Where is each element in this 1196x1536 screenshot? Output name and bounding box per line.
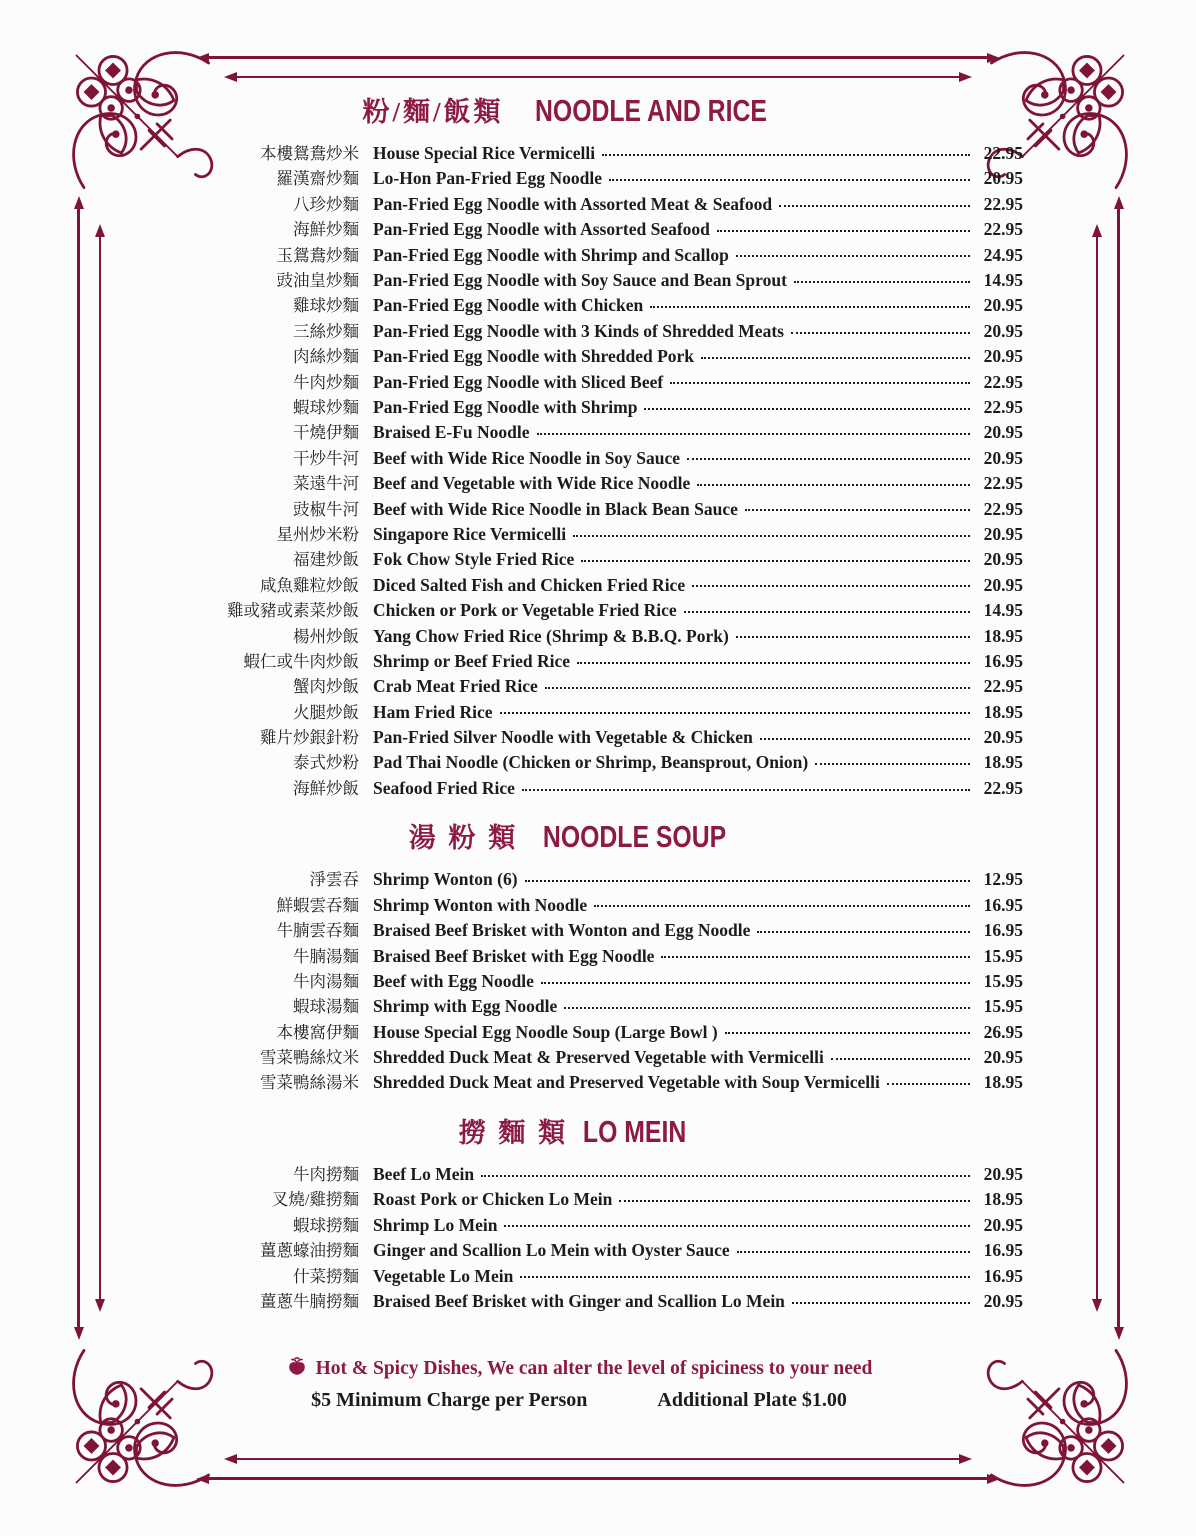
item-name-chinese: 咸魚雞粒炒飯 <box>260 575 359 595</box>
section-items <box>135 1161 1023 1313</box>
item-name-english: House Special Rice Vermicelli <box>373 143 596 164</box>
menu-item-row <box>135 968 1023 993</box>
dot-leader <box>815 763 970 765</box>
dot-leader <box>661 956 970 958</box>
item-name-chinese: 雞或豬或素菜炒飯 <box>227 601 359 621</box>
item-price: 18.95 <box>983 625 1023 646</box>
dot-leader <box>644 408 970 410</box>
item-name-chinese: 鮮蝦雲吞麵 <box>276 895 359 915</box>
dot-leader <box>737 1251 970 1253</box>
item-price: 22.95 <box>983 777 1023 798</box>
item-name-english: Seafood Fried Rice <box>373 777 515 798</box>
item-name-chinese: 蝦球湯麵 <box>293 997 359 1017</box>
dot-leader <box>577 662 970 664</box>
dot-leader <box>684 611 970 613</box>
item-price: 14.95 <box>983 270 1023 291</box>
item-name-chinese: 肉絲炒麵 <box>293 347 359 367</box>
item-price: 16.95 <box>983 894 1023 915</box>
item-name-english: Pan-Fried Egg Noodle with Chicken <box>373 295 644 316</box>
menu-item-row <box>135 866 1023 891</box>
spicy-note-line <box>135 1356 1023 1380</box>
section-title-chinese: 粉/麵/飯類 <box>362 97 504 127</box>
border-line-top-inner <box>236 76 960 78</box>
item-price: 20.95 <box>983 1290 1023 1311</box>
border-line-right-inner <box>1096 236 1098 1300</box>
item-name-english: Shredded Duck Meat & Preserved Vegetable with Vermicelli <box>373 1047 824 1068</box>
item-name-english: Pan-Fried Silver Noodle with Vegetable & Chicken <box>373 727 753 748</box>
item-price: 15.95 <box>983 970 1023 991</box>
dot-leader <box>670 382 970 384</box>
section-heading <box>135 1115 1023 1149</box>
dot-leader <box>701 357 970 359</box>
menu-item-row <box>135 597 1023 622</box>
menu-item-row <box>135 917 1023 942</box>
item-name-english: Shrimp Lo Mein <box>373 1214 498 1235</box>
menu-item-row <box>135 419 1023 444</box>
menu-item-row <box>135 292 1023 317</box>
dot-leader <box>522 789 970 791</box>
item-name-chinese: 叉燒/雞撈麵 <box>271 1190 359 1210</box>
item-name-chinese: 牛肉湯麵 <box>293 971 359 991</box>
menu-item-row <box>135 1288 1023 1313</box>
spicy-note-text: Hot & Spicy Dishes, We can alter the level of spiciness to your need <box>315 1358 873 1379</box>
item-price: 22.95 <box>983 193 1023 214</box>
item-name-english: Vegetable Lo Mein <box>373 1265 514 1286</box>
item-price: 26.95 <box>983 1021 1023 1042</box>
dot-leader <box>887 1083 970 1085</box>
menu-item-row <box>135 623 1023 648</box>
item-price: 16.95 <box>983 1265 1023 1286</box>
minimum-charge-text: $5 Minimum Charge per Person <box>311 1389 588 1412</box>
item-name-english: Pad Thai Noodle (Chicken or Shrimp, Beansprout, Onion) <box>373 752 809 773</box>
item-name-english: Pan-Fried Egg Noodle with Shredded Pork <box>373 346 695 367</box>
item-name-chinese: 三絲炒麵 <box>293 321 359 341</box>
border-line-bottom-inner <box>236 1458 960 1460</box>
dot-leader <box>792 1302 970 1304</box>
item-price: 18.95 <box>983 752 1023 773</box>
item-price: 20.95 <box>983 295 1023 316</box>
dot-leader <box>564 1007 970 1009</box>
menu-section-lo-mein <box>135 1115 1023 1313</box>
dot-leader <box>581 560 970 562</box>
item-name-english: Chicken or Pork or Vegetable Fried Rice <box>373 600 677 621</box>
item-price: 20.95 <box>983 549 1023 570</box>
dot-leader <box>692 585 970 587</box>
item-price: 12.95 <box>983 869 1023 890</box>
item-price: 14.95 <box>983 600 1023 621</box>
item-name-chinese: 楊州炒飯 <box>293 626 359 646</box>
dot-leader <box>594 905 970 907</box>
item-price: 20.95 <box>983 1163 1023 1184</box>
item-name-english: Beef with Wide Rice Noodle in Black Bean Sauce <box>373 498 738 519</box>
item-price: 22.95 <box>983 473 1023 494</box>
item-price: 20.95 <box>983 574 1023 595</box>
item-price: 18.95 <box>983 701 1023 722</box>
dot-leader <box>500 712 970 714</box>
item-price: 22.95 <box>983 371 1023 392</box>
section-items <box>135 140 1023 800</box>
item-name-chinese: 海鮮炒飯 <box>293 778 359 798</box>
item-price: 22.95 <box>983 219 1023 240</box>
item-name-english: Lo-Hon Pan-Fried Egg Noodle <box>373 168 602 189</box>
item-name-english: Pan-Fried Egg Noodle with Assorted Meat & Seafood <box>373 193 773 214</box>
chili-pepper-icon <box>286 1356 308 1378</box>
item-name-english: Crab Meat Fried Rice <box>373 676 538 697</box>
menu-item-row <box>135 724 1023 749</box>
item-name-chinese: 淨雲吞 <box>309 870 359 890</box>
item-price: 15.95 <box>983 996 1023 1017</box>
item-name-chinese: 雞片炒銀針粉 <box>260 728 359 748</box>
corner-flourish-icon <box>54 1327 232 1505</box>
item-name-chinese: 雪菜鴨絲湯米 <box>260 1073 359 1093</box>
border-line-right-outer <box>1117 208 1120 1328</box>
item-name-chinese: 火腿炒飯 <box>293 702 359 722</box>
item-name-english: Shrimp or Beef Fried Rice <box>373 650 570 671</box>
item-price: 20.95 <box>983 422 1023 443</box>
item-name-chinese: 豉椒牛河 <box>293 499 359 519</box>
section-title-english: NOODLE AND RICE <box>534 93 767 128</box>
item-name-english: Shrimp Wonton (6) <box>373 869 518 890</box>
item-name-english: Braised E-Fu Noodle <box>373 422 530 443</box>
menu-item-row <box>135 1186 1023 1211</box>
menu-item-row <box>135 470 1023 495</box>
item-name-english: Pan-Fried Egg Noodle with Shrimp <box>373 397 638 417</box>
item-name-english: Ham Fried Rice <box>373 701 493 722</box>
additional-plate-text: Additional Plate $1.00 <box>657 1389 847 1412</box>
item-name-chinese: 豉油皇炒麵 <box>276 271 359 291</box>
item-price: 20.95 <box>983 523 1023 544</box>
menu-item-row <box>135 394 1023 419</box>
dot-leader <box>687 458 970 460</box>
item-name-english: House Special Egg Noodle Soup (Large Bowl ) <box>373 1021 718 1042</box>
item-price: 18.95 <box>983 1189 1023 1210</box>
item-price: 22.95 <box>983 397 1023 417</box>
item-name-chinese: 干燒伊麵 <box>293 423 359 443</box>
dot-leader <box>525 880 970 882</box>
item-name-english: Singapore Rice Vermicelli <box>373 523 567 544</box>
menu-item-row <box>135 749 1023 774</box>
item-price: 16.95 <box>983 1240 1023 1261</box>
dot-leader <box>537 433 970 435</box>
menu-item-row <box>135 242 1023 267</box>
item-name-english: Fok Chow Style Fried Rice <box>373 549 575 570</box>
item-name-english: Pan-Fried Egg Noodle with Sliced Beef <box>373 371 664 392</box>
menu-item-row <box>135 892 1023 917</box>
item-price: 16.95 <box>983 920 1023 941</box>
item-price: 20.95 <box>983 346 1023 367</box>
item-name-chinese: 福建炒飯 <box>293 550 359 570</box>
item-name-chinese: 本樓鴛鴦炒米 <box>260 144 359 164</box>
dot-leader <box>717 230 970 232</box>
menu-item-row <box>135 993 1023 1018</box>
item-name-chinese: 雪菜鴨絲炆米 <box>260 1048 359 1068</box>
item-price: 22.95 <box>983 676 1023 697</box>
item-name-chinese: 薑蔥牛腩撈麵 <box>260 1291 359 1311</box>
item-name-english: Yang Chow Fried Rice (Shrimp & B.B.Q. Pork) <box>373 625 729 646</box>
menu-item-row <box>135 445 1023 470</box>
item-name-chinese: 牛肉炒麵 <box>293 372 359 392</box>
menu-item-row <box>135 546 1023 571</box>
item-name-chinese: 本樓窩伊麵 <box>276 1022 359 1042</box>
menu-item-row <box>135 140 1023 165</box>
item-price: 16.95 <box>983 650 1023 671</box>
menu-item-row <box>135 521 1023 546</box>
menu-item-row <box>135 572 1023 597</box>
menu-footer <box>135 1356 1023 1412</box>
menu-item-row <box>135 943 1023 968</box>
dot-leader <box>831 1058 970 1060</box>
dot-leader <box>779 205 970 207</box>
item-price: 22.95 <box>983 143 1023 164</box>
menu-item-row <box>135 699 1023 724</box>
section-title-chinese: 撈 麵 類 <box>458 1117 569 1148</box>
item-price: 22.95 <box>983 498 1023 519</box>
charge-line <box>135 1389 1023 1412</box>
section-title-chinese: 湯 粉 類 <box>408 823 519 854</box>
menu-body <box>135 94 1023 1331</box>
item-name-chinese: 薑蔥蠔油撈麵 <box>260 1241 359 1261</box>
corner-flourish-icon <box>968 1327 1146 1505</box>
item-name-english: Pan-Fried Egg Noodle with Soy Sauce and Bean Sprout <box>373 270 787 291</box>
section-heading <box>135 94 1023 128</box>
menu-item-row <box>135 1161 1023 1186</box>
item-name-english: Ginger and Scallion Lo Mein with Oyster Sauce <box>373 1240 730 1261</box>
item-name-english: Beef and Vegetable with Wide Rice Noodle <box>373 473 691 494</box>
dot-leader <box>736 636 970 638</box>
menu-section-noodle-soup <box>135 820 1023 1095</box>
border-line-left-outer <box>77 208 80 1328</box>
item-name-chinese: 泰式炒粉 <box>293 753 359 773</box>
item-name-chinese: 牛腩雲吞麵 <box>276 921 359 941</box>
dot-leader <box>504 1225 970 1227</box>
item-name-chinese: 什菜撈麵 <box>293 1266 359 1286</box>
section-title-english: LO MEIN <box>583 1113 687 1149</box>
item-name-english: Pan-Fried Egg Noodle with Shrimp and Scallop <box>373 244 729 265</box>
menu-item-row <box>135 216 1023 241</box>
item-name-english: Pan-Fried Egg Noodle with 3 Kinds of Shredded Meats <box>373 320 784 341</box>
item-name-chinese: 玉鴛鴦炒麵 <box>276 245 359 265</box>
item-name-chinese: 干炒牛河 <box>293 448 359 468</box>
border-line-top-outer <box>208 56 988 59</box>
dot-leader <box>725 1032 970 1034</box>
menu-item-row <box>135 369 1023 394</box>
item-name-english: Shrimp Wonton with Noodle <box>373 894 588 915</box>
item-name-english: Beef Lo Mein <box>373 1163 475 1184</box>
item-name-chinese: 蝦球撈麵 <box>293 1215 359 1235</box>
item-name-english: Diced Salted Fish and Chicken Fried Rice <box>373 574 686 595</box>
menu-item-row <box>135 165 1023 190</box>
item-name-chinese: 八珍炒麵 <box>293 194 359 214</box>
item-price: 18.95 <box>983 1072 1023 1093</box>
item-name-english: Braised Beef Brisket with Egg Noodle <box>373 945 655 966</box>
item-name-english: Beef with Egg Noodle <box>373 970 534 991</box>
item-price: 24.95 <box>983 244 1023 265</box>
item-name-english: Pan-Fried Egg Noodle with Assorted Seafood <box>373 219 710 240</box>
dot-leader <box>520 1276 970 1278</box>
item-name-english: Roast Pork or Chicken Lo Mein <box>373 1189 613 1210</box>
menu-item-row <box>135 1019 1023 1044</box>
dot-leader <box>791 332 970 334</box>
item-name-chinese: 羅漢齋炒麵 <box>276 169 359 189</box>
item-price: 20.95 <box>983 447 1023 468</box>
item-name-chinese: 星州炒米粉 <box>276 524 359 544</box>
section-items <box>135 866 1023 1095</box>
menu-item-row <box>135 1263 1023 1288</box>
menu-item-row <box>135 1069 1023 1094</box>
dot-leader <box>619 1200 970 1202</box>
dot-leader <box>545 687 970 689</box>
item-name-english: Shredded Duck Meat and Preserved Vegetable with Soup Vermicelli <box>373 1072 880 1093</box>
item-name-chinese: 蟹肉炒飯 <box>293 677 359 697</box>
item-name-english: Braised Beef Brisket with Ginger and Scallion Lo Mein <box>373 1290 785 1311</box>
menu-item-row <box>135 775 1023 800</box>
item-price: 20.95 <box>983 320 1023 341</box>
menu-item-row <box>135 1212 1023 1237</box>
dot-leader <box>602 154 970 156</box>
item-name-english: Braised Beef Brisket with Wonton and Egg Noodle <box>373 920 751 941</box>
border-line-left-inner <box>99 236 101 1300</box>
item-price: 20.95 <box>983 727 1023 748</box>
menu-section-noodle-and-rice <box>135 94 1023 800</box>
item-price: 15.95 <box>983 945 1023 966</box>
item-name-chinese: 牛腩湯麵 <box>293 946 359 966</box>
dot-leader <box>481 1175 970 1177</box>
dot-leader <box>697 484 970 486</box>
menu-item-row <box>135 496 1023 521</box>
item-name-chinese: 蝦球炒麵 <box>293 398 359 417</box>
menu-item-row <box>135 267 1023 292</box>
item-name-chinese: 海鮮炒麵 <box>293 220 359 240</box>
dot-leader <box>745 509 970 511</box>
menu-item-row <box>135 318 1023 343</box>
menu-item-row <box>135 673 1023 698</box>
menu-item-row <box>135 648 1023 673</box>
dot-leader <box>573 535 970 537</box>
item-price: 20.95 <box>983 1047 1023 1068</box>
dot-leader <box>757 931 970 933</box>
menu-item-row <box>135 1237 1023 1262</box>
dot-leader <box>650 306 970 308</box>
dot-leader <box>736 255 970 257</box>
item-price: 20.95 <box>983 1214 1023 1235</box>
section-heading <box>135 820 1023 854</box>
item-name-english: Shrimp with Egg Noodle <box>373 996 558 1017</box>
menu-item-row <box>135 1044 1023 1069</box>
section-title-english: NOODLE SOUP <box>543 819 727 855</box>
menu-item-row <box>135 343 1023 368</box>
item-name-chinese: 蝦仁或牛肉炒飯 <box>243 651 359 671</box>
dot-leader <box>609 179 970 181</box>
dot-leader <box>794 281 970 283</box>
item-name-chinese: 雞球炒麵 <box>293 296 359 316</box>
item-price: 20.95 <box>983 168 1023 189</box>
menu-item-row <box>135 191 1023 216</box>
border-line-bottom-outer <box>208 1477 988 1480</box>
dot-leader <box>760 738 970 740</box>
item-name-chinese: 牛肉撈麵 <box>293 1164 359 1184</box>
dot-leader <box>541 982 970 984</box>
item-name-english: Beef with Wide Rice Noodle in Soy Sauce <box>373 447 681 468</box>
item-name-chinese: 菜遠牛河 <box>293 474 359 494</box>
